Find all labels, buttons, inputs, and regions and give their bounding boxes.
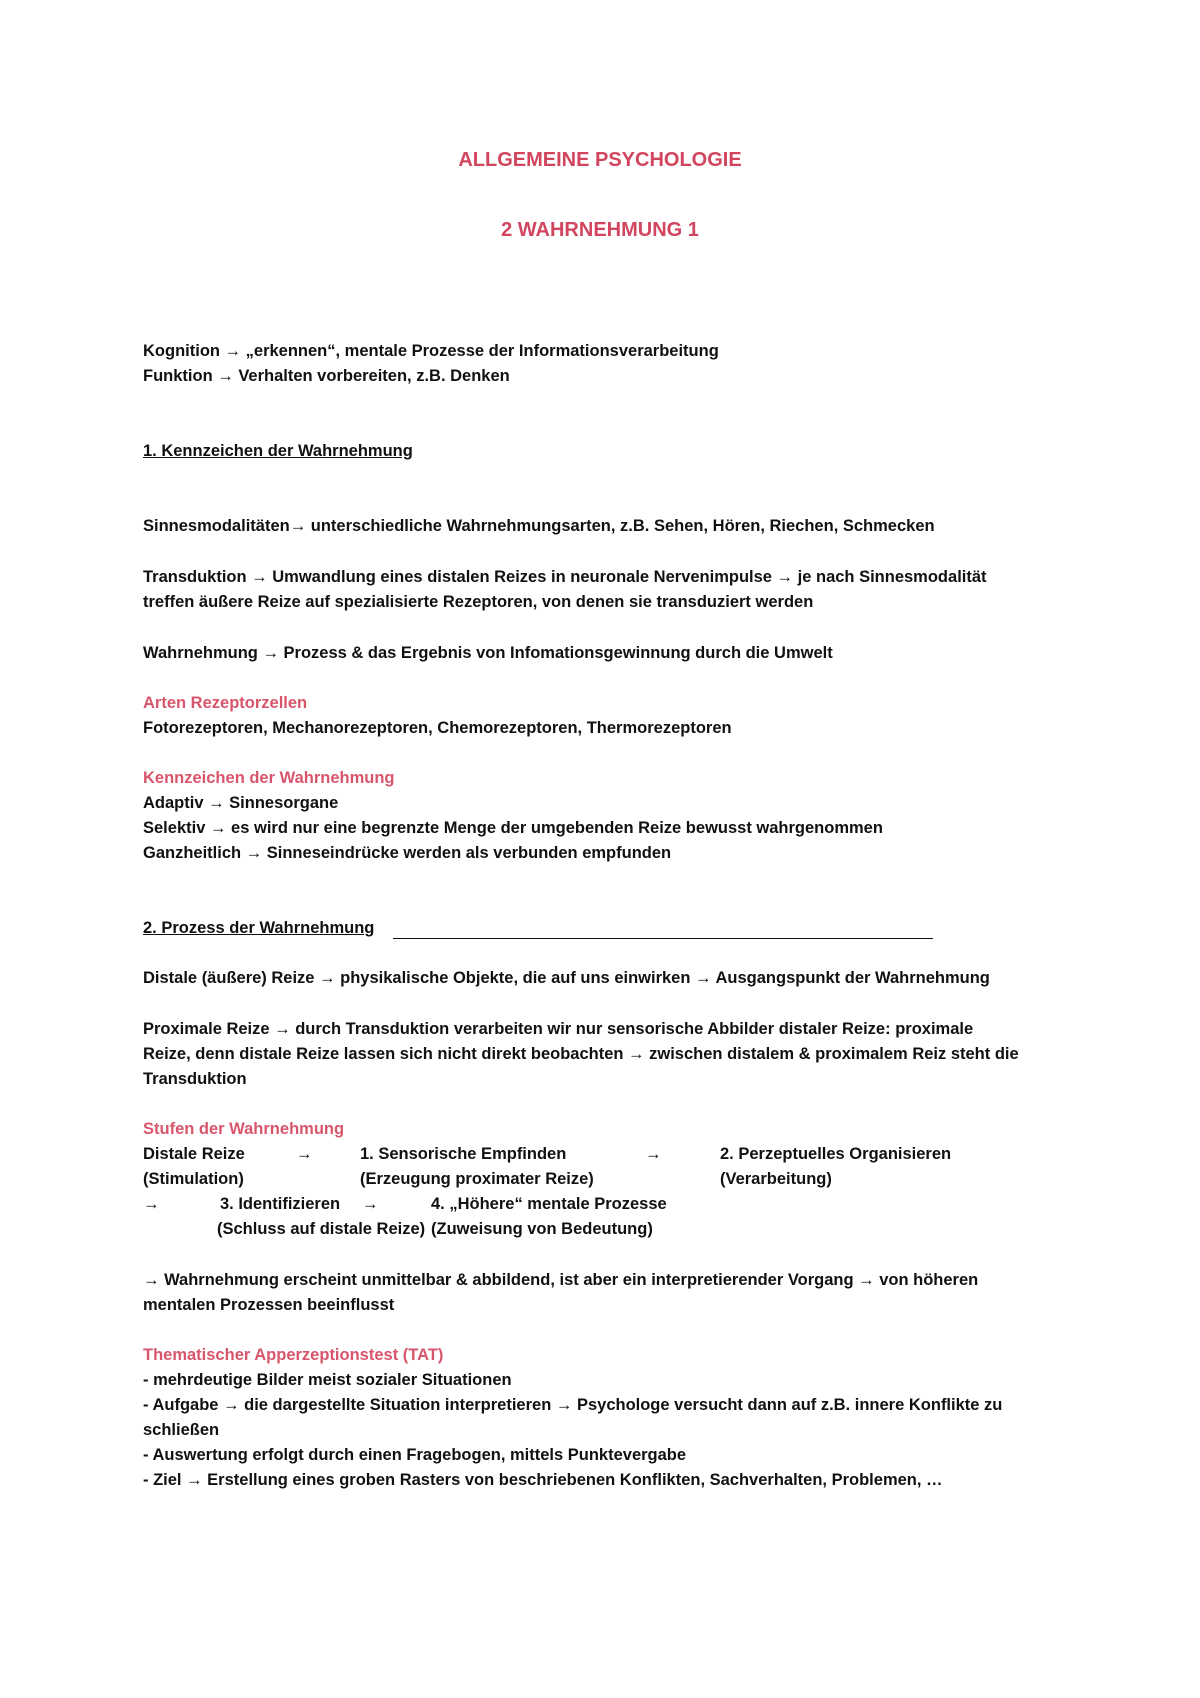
stage-hoehere-prozesse: 4. „Höhere“ mentale Prozesse xyxy=(431,1195,667,1213)
document-subtitle: 2 WAHRNEHMUNG 1 xyxy=(501,219,699,241)
paragraph: Sinnesmodalitäten→ unterschiedliche Wahrnehmungsarten, z.B. Sehen, Hören, Riechen, Schmecken xyxy=(143,517,935,535)
stage-sensorisches-empfinden: 1. Sensorische Empfinden xyxy=(360,1145,567,1163)
list-item: Ganzheitlich → Sinneseindrücke werden als verbunden empfunden xyxy=(143,844,672,862)
subheading: Arten Rezeptorzellen xyxy=(143,694,308,712)
stage-perzeptuelles-organisieren: 2. Perzeptuelles Organisieren xyxy=(720,1145,952,1163)
stage-sub: (Verarbeitung) xyxy=(720,1170,832,1188)
list-item: schließen xyxy=(143,1421,220,1439)
arrow: → xyxy=(143,1195,160,1213)
paragraph: Fotorezeptoren, Mechanorezeptoren, Chemorezeptoren, Thermorezeptoren xyxy=(143,719,732,737)
arrow: → xyxy=(296,1145,313,1163)
arrow: → xyxy=(645,1145,662,1163)
stage-sub: (Erzeugung proximater Reize) xyxy=(360,1170,594,1188)
paragraph-line: Proximale Reize → durch Transduktion verarbeiten wir nur sensorische Abbilder distaler Reize: proximale xyxy=(143,1020,974,1038)
list-item: - Ziel → Erstellung eines groben Rasters von beschriebenen Konflikten, Sachverhalten, Problemen, … xyxy=(143,1471,943,1489)
arrow: → xyxy=(362,1195,379,1213)
paragraph-line: Transduktion → Umwandlung eines distalen Reizes in neuronale Nervenimpulse → je nach Sinnesmodalität xyxy=(143,568,987,586)
list-item: Adaptiv → Sinnesorgane xyxy=(143,794,339,812)
stage-sub: (Zuweisung von Bedeutung) xyxy=(431,1220,653,1238)
stage-sub: (Schluss auf distale Reize) xyxy=(217,1220,426,1238)
paragraph: Distale (äußere) Reize → physikalische Objekte, die auf uns einwirken → Ausgangspunkt der Wahrnehmung xyxy=(143,969,990,987)
section-heading: 2. Prozess der Wahrnehmung xyxy=(143,919,375,937)
intro-line: Kognition → „erkennen“, mentale Prozesse der Informationsverarbeitung xyxy=(143,342,719,360)
stage-distale-reize: Distale Reize xyxy=(143,1145,245,1163)
stage-identifizieren: 3. Identifizieren xyxy=(220,1195,341,1213)
document-title: ALLGEMEINE PSYCHOLOGIE xyxy=(458,149,742,171)
stage-sub: (Stimulation) xyxy=(143,1170,244,1188)
intro-line: Funktion → Verhalten vorbereiten, z.B. Denken xyxy=(143,367,510,385)
paragraph-line: → Wahrnehmung erscheint unmittelbar & abbildend, ist aber ein interpretierender Vorgang → von höheren xyxy=(143,1271,979,1289)
subheading: Thematischer Apperzeptionstest (TAT) xyxy=(143,1346,444,1364)
list-item: - Aufgabe → die dargestellte Situation interpretieren → Psychologe versucht dann auf z.B. innere Konflikte zu xyxy=(143,1396,1003,1414)
subheading: Kennzeichen der Wahrnehmung xyxy=(143,769,395,787)
list-item: - mehrdeutige Bilder meist sozialer Situationen xyxy=(143,1371,512,1389)
paragraph-line: treffen äußere Reize auf spezialisierte Rezeptoren, von denen sie transduziert werden xyxy=(143,593,814,611)
list-item: - Auswertung erfolgt durch einen Fragebogen, mittels Punktevergabe xyxy=(143,1446,687,1464)
heading-underline xyxy=(393,938,933,939)
paragraph-line: Transduktion xyxy=(143,1070,247,1088)
subheading: Stufen der Wahrnehmung xyxy=(143,1120,345,1138)
paragraph-line: Reize, denn distale Reize lassen sich nicht direkt beobachten → zwischen distalem & proximalem Reiz steht die xyxy=(143,1045,1019,1063)
list-item: Selektiv → es wird nur eine begrenzte Menge der umgebenden Reize bewusst wahrgenommen xyxy=(143,819,883,837)
section-heading: 1. Kennzeichen der Wahrnehmung xyxy=(143,442,413,460)
paragraph-line: mentalen Prozessen beeinflusst xyxy=(143,1296,395,1314)
paragraph: Wahrnehmung → Prozess & das Ergebnis von Infomationsgewinnung durch die Umwelt xyxy=(143,644,833,662)
